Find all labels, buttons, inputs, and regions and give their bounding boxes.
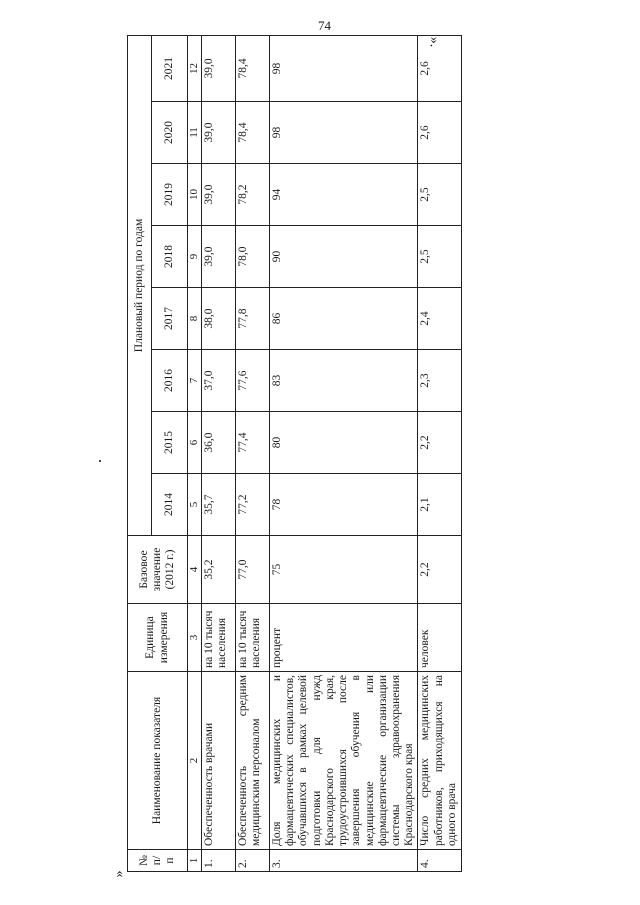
header-num: № п/п	[128, 850, 188, 872]
row-value: 77,2	[236, 474, 270, 536]
row-name: Доля медицинских и фармацевтических специалистов, обучавшихся в рамках целевой подготовки для нужд Краснодарского края, трудоустроившихся после завершения обучения в медицинские или фармацевтические организации системы здравоохранения Краснодарского края	[270, 672, 418, 850]
column-number: 5	[188, 474, 202, 536]
row-value: 39,0	[202, 164, 236, 226]
row-value: 98	[270, 102, 418, 164]
row-value: 77,4	[236, 412, 270, 474]
header-name: Наименование показателя	[128, 672, 188, 850]
table-row	[418, 35, 462, 871]
row-unit: человек	[418, 604, 462, 672]
row-value: 80	[270, 412, 418, 474]
header-unit: Единица измерения	[128, 604, 188, 672]
row-value: 2,1	[418, 474, 462, 536]
row-name: Число средних медицинских работников, приходящихся на одного врача	[418, 672, 462, 850]
header-year: 2014	[152, 474, 188, 536]
column-number: 2	[188, 672, 202, 850]
scan-speck	[99, 460, 101, 462]
row-value: 36,0	[202, 412, 236, 474]
row-value: 2,5	[418, 226, 462, 288]
column-number-row	[188, 35, 202, 871]
row-value: 39,0	[202, 102, 236, 164]
row-value: 98	[270, 35, 418, 101]
column-number: 3	[188, 604, 202, 672]
column-number: 6	[188, 412, 202, 474]
header-year: 2018	[152, 226, 188, 288]
column-number: 9	[188, 226, 202, 288]
row-value: 2,4	[418, 288, 462, 350]
row-value: 86	[270, 288, 418, 350]
row-value: 78,4	[236, 102, 270, 164]
row-num: 4.	[418, 850, 462, 872]
header-year: 2016	[152, 350, 188, 412]
row-num: 1.	[202, 850, 236, 872]
row-value: 39,0	[202, 226, 236, 288]
row-base: 2,2	[418, 536, 462, 604]
header-year: 2021	[152, 35, 188, 101]
column-number: 8	[188, 288, 202, 350]
row-value: 35,7	[202, 474, 236, 536]
page-number: 74	[318, 18, 331, 33]
table-row	[236, 35, 270, 871]
header-year: 2017	[152, 288, 188, 350]
row-value: 90	[270, 226, 418, 288]
row-unit: на 10 тысяч населения	[202, 604, 236, 672]
row-value: 78,2	[236, 164, 270, 226]
closing-quote: ».	[426, 36, 442, 48]
row-num: 3.	[270, 850, 418, 872]
row-value: 2,5	[418, 164, 462, 226]
row-value: 2,6	[418, 35, 462, 101]
row-value: 78	[270, 474, 418, 536]
column-number: 11	[188, 102, 202, 164]
header-base: Базовое значение (2012 г.)	[128, 536, 188, 604]
table-row	[202, 35, 236, 871]
row-value: 37,0	[202, 350, 236, 412]
header-year: 2020	[152, 102, 188, 164]
row-value: 83	[270, 350, 418, 412]
row-value: 78,0	[236, 226, 270, 288]
row-value: 2,6	[418, 102, 462, 164]
column-number: 12	[188, 35, 202, 101]
column-number: 4	[188, 536, 202, 604]
row-value: 94	[270, 164, 418, 226]
indicators-table	[127, 35, 462, 872]
row-value: 77,8	[236, 288, 270, 350]
row-base: 75	[270, 536, 418, 604]
rotated-table-wrapper	[127, 36, 458, 872]
opening-quote: «	[112, 870, 128, 878]
header-row-1	[128, 35, 152, 871]
row-name: Обеспеченность врачами	[202, 672, 236, 850]
row-value: 2,3	[418, 350, 462, 412]
column-number: 7	[188, 350, 202, 412]
row-base: 77,0	[236, 536, 270, 604]
row-num: 2.	[236, 850, 270, 872]
row-value: 77,6	[236, 350, 270, 412]
column-number: 1	[188, 850, 202, 872]
row-value: 2,2	[418, 412, 462, 474]
row-value: 38,0	[202, 288, 236, 350]
header-planned: Плановый период по годам	[128, 35, 152, 535]
row-name: Обеспеченность средним медицинским персоналом	[236, 672, 270, 850]
row-unit: на 10 тысяч населения	[236, 604, 270, 672]
table-row	[270, 35, 418, 871]
row-unit: процент	[270, 604, 418, 672]
header-year: 2019	[152, 164, 188, 226]
header-year: 2015	[152, 412, 188, 474]
column-number: 10	[188, 164, 202, 226]
row-value: 78,4	[236, 35, 270, 101]
row-base: 35,2	[202, 536, 236, 604]
row-value: 39,0	[202, 35, 236, 101]
